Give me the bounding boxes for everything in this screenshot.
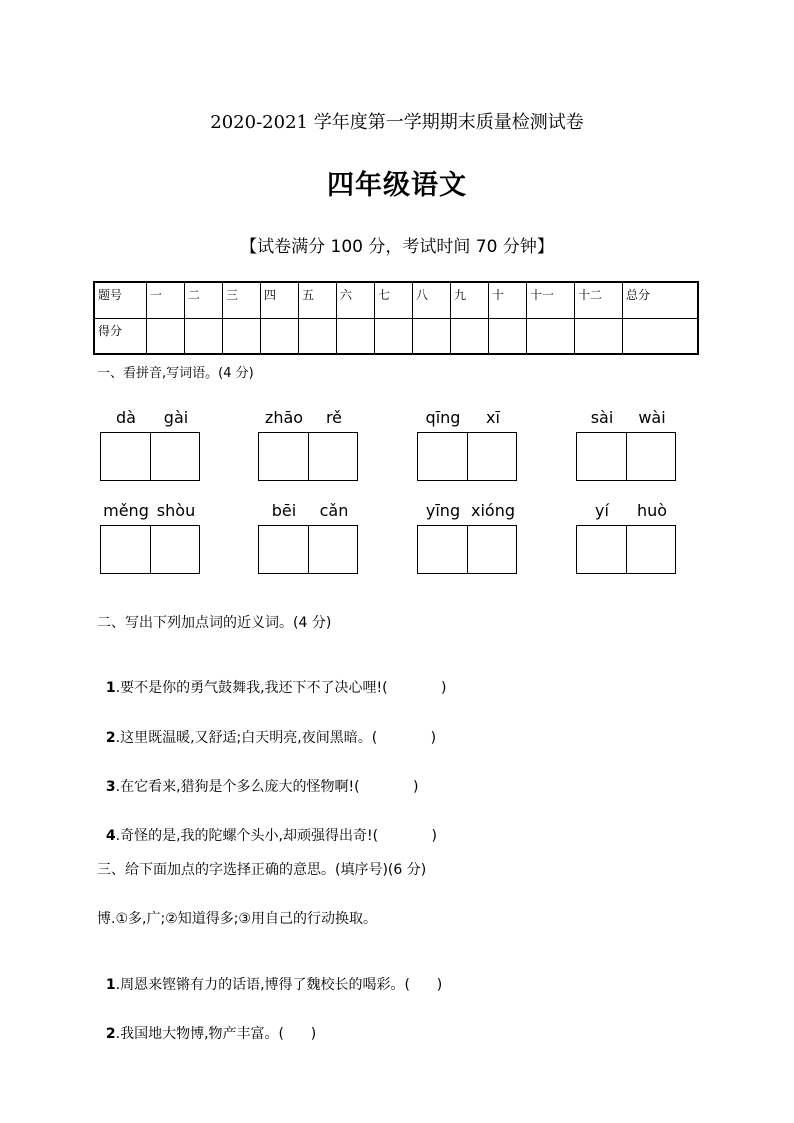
question-number: 1 (105, 680, 116, 696)
question-line (97, 958, 442, 994)
pinyin-label: huò (636, 501, 668, 520)
pinyin-label: bēi (271, 501, 297, 520)
word-writing-grid[interactable] (417, 432, 517, 481)
page-title: 四年级语文 (327, 170, 467, 201)
score-input-cell[interactable] (489, 318, 527, 354)
question-text[interactable]: .奇怪的是,我的陀螺个头小,却顽强得出奇!( ) (115, 828, 437, 844)
exam-header: 2020-2021 学年度第一学期期末质量检测试卷 (210, 112, 584, 133)
question-line (97, 1007, 316, 1043)
definition-line: 博.①多,广;②知道得多;③用自己的行动换取。 (97, 911, 377, 927)
score-cell: 十 (489, 282, 527, 318)
pinyin-label: zhāo (264, 408, 304, 427)
pinyin-label: cǎn (319, 501, 349, 520)
question-line (97, 711, 436, 747)
score-table-score-row (94, 318, 698, 354)
question-number: 3 (105, 779, 116, 795)
score-table (93, 281, 699, 355)
score-cell: 六 (337, 282, 375, 318)
section2-title: 二、写出下列加点词的近义词。(4 分) (97, 615, 332, 631)
word-writing-grid[interactable] (417, 525, 517, 574)
question-number: 2 (105, 730, 116, 746)
score-cell: 总分 (623, 282, 699, 318)
question-line (97, 661, 447, 697)
question-text[interactable]: .在它看来,猎狗是个多么庞大的怪物啊!( ) (115, 779, 419, 795)
word-writing-grid[interactable] (258, 525, 358, 574)
question-text[interactable]: .这里既温暖,又舒适;白天明亮,夜间黑暗。( ) (115, 730, 437, 746)
word-writing-grid[interactable] (576, 525, 676, 574)
score-cell: 七 (375, 282, 413, 318)
question-number: 1 (105, 977, 116, 993)
question-text[interactable]: .要不是你的勇气鼓舞我,我还下不了决心哩!( ) (115, 680, 447, 696)
score-input-cell[interactable] (185, 318, 223, 354)
pinyin-label: dà (116, 408, 136, 427)
pinyin-label: wài (638, 408, 666, 427)
word-writing-grid[interactable] (576, 432, 676, 481)
score-cell: 八 (413, 282, 451, 318)
score-input-cell[interactable] (527, 318, 575, 354)
score-input-cell[interactable] (261, 318, 299, 354)
score-cell: 题号 (94, 282, 147, 318)
score-cell: 四 (261, 282, 299, 318)
word-writing-grid[interactable] (100, 432, 200, 481)
question-text[interactable]: .我国地大物博,物产丰富。( ) (115, 1026, 317, 1042)
score-cell: 十二 (575, 282, 623, 318)
question-text[interactable]: .周恩来铿锵有力的话语,博得了魏校长的喝彩。( ) (115, 977, 443, 993)
section1-title: 一、看拼音,写词语。(4 分) (97, 366, 254, 381)
pinyin-label: shòu (156, 501, 196, 520)
score-input-cell[interactable] (451, 318, 489, 354)
pinyin-label: yí (595, 501, 609, 520)
score-cell: 十一 (527, 282, 575, 318)
word-writing-grid[interactable] (258, 432, 358, 481)
score-input-cell[interactable] (223, 318, 261, 354)
pinyin-label: gài (163, 408, 189, 427)
word-writing-grid[interactable] (100, 525, 200, 574)
score-input-cell[interactable] (575, 318, 623, 354)
score-input-cell[interactable] (337, 318, 375, 354)
score-input-cell[interactable] (299, 318, 337, 354)
pinyin-label: qīng (425, 408, 461, 427)
question-line (97, 809, 437, 845)
score-cell: 三 (223, 282, 261, 318)
pinyin-label: měng (103, 501, 149, 520)
score-input-cell[interactable] (413, 318, 451, 354)
score-input-cell[interactable] (375, 318, 413, 354)
pinyin-label: yīng (425, 501, 461, 520)
score-input-cell[interactable] (147, 318, 185, 354)
question-number: 4 (105, 828, 116, 844)
score-input-cell[interactable] (623, 318, 699, 354)
exam-info: 【试卷满分 100 分，考试时间 70 分钟】 (240, 237, 554, 257)
score-cell: 五 (299, 282, 337, 318)
pinyin-label: sài (590, 408, 614, 427)
score-cell: 一 (147, 282, 185, 318)
score-cell: 得分 (94, 318, 147, 354)
question-number: 2 (105, 1026, 116, 1042)
pinyin-label: rě (325, 408, 343, 427)
score-cell: 九 (451, 282, 489, 318)
section3-title: 三、给下面加点的字选择正确的意思。(填序号)(6 分) (97, 862, 427, 878)
question-line (97, 760, 419, 796)
score-cell: 二 (185, 282, 223, 318)
score-table-header-row (94, 282, 698, 318)
pinyin-label: xióng (471, 501, 515, 520)
pinyin-label: xī (486, 408, 500, 427)
